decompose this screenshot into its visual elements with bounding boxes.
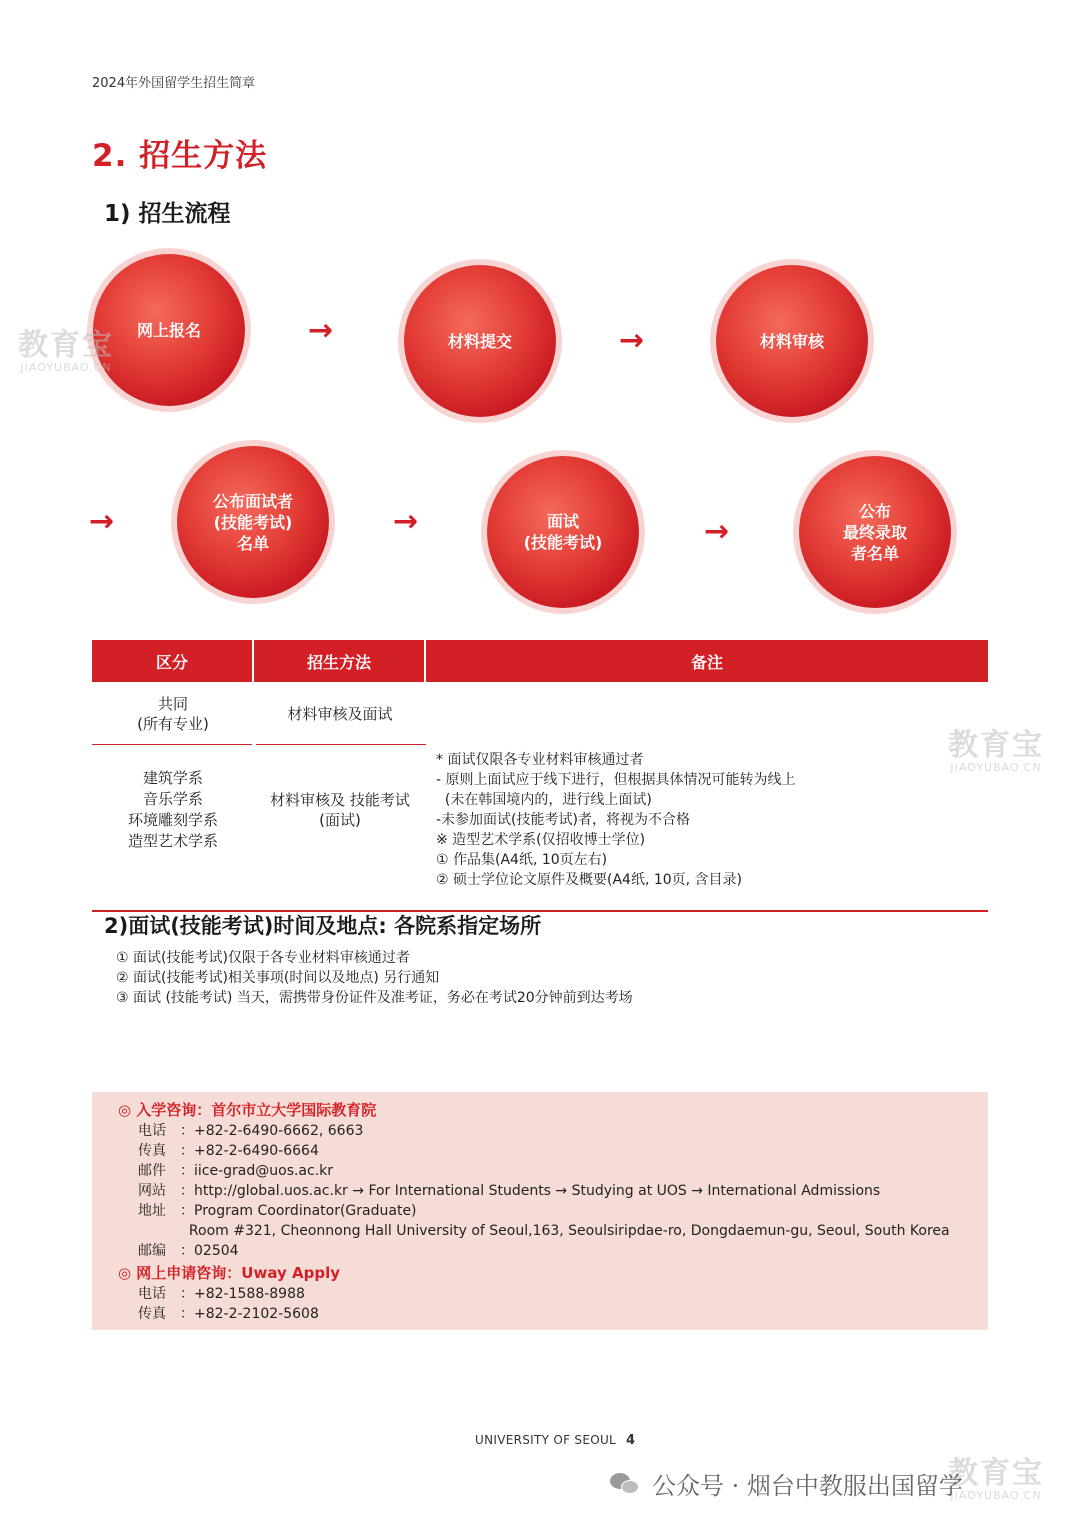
arrow-icon: → [308, 313, 334, 348]
note-line: - 原则上面试应于线下进行，但根据具体情况可能转为线上 [436, 772, 796, 788]
wechat-caption [610, 1466, 963, 1501]
header-category: 区分 [92, 640, 254, 682]
contact-box [92, 1092, 988, 1330]
table-header [92, 640, 988, 682]
row1-category: 共同 (所有专业) [137, 695, 209, 733]
arrow-icon: → [704, 514, 730, 549]
contact-label: 传真 [138, 1306, 166, 1322]
flow-subtitle: 1) 招生流程 [104, 201, 231, 227]
row-divider [256, 744, 426, 745]
contact-label: 地址 [138, 1203, 166, 1219]
note-line: -未参加面试(技能考试)者，将视为不合格 [436, 812, 690, 828]
arrow-icon: → [89, 504, 115, 539]
list-item: ① 面试(技能考试)仅限于各专业材料审核通过者 [116, 950, 410, 966]
flow-step-online-apply: 网上报名 [93, 254, 245, 406]
contact-phone: ：+82-1588-8988 [180, 1286, 305, 1302]
arrow-icon: → [393, 504, 419, 539]
contact-row [118, 1201, 988, 1221]
contact-email: ：iice-grad@uos.ac.kr [180, 1163, 334, 1179]
flow-step-final-list: 公布 最终录取 者名单 [799, 456, 951, 608]
contact-phone: ：+82-2-6490-6662, 6663 [180, 1123, 364, 1139]
contact-heading-admission: ◎ 入学咨询：首尔市立大学国际教育院 [118, 1101, 377, 1119]
note-line: ※ 造型艺术学系(仅招收博士学位) [436, 832, 646, 848]
row2-category: 建筑学系 音乐学系 环境雕刻学系 造型艺术学系 [127, 769, 218, 850]
contact-row [118, 1304, 988, 1324]
contact-label: 网站 [138, 1183, 166, 1199]
contact-row [118, 1284, 988, 1304]
contact-row [118, 1121, 988, 1141]
header-method: 招生方法 [254, 640, 426, 682]
contact-fax: ：+82-2-6490-6664 [180, 1143, 319, 1159]
wechat-text: 公众号 · 烟台中教服出国留学 [652, 1472, 963, 1500]
contact-heading-online: ◎ 网上申请咨询：Uway Apply [118, 1264, 341, 1282]
section-title: 2. 招生方法 [92, 138, 268, 174]
contact-address: ：Program Coordinator(Graduate) [180, 1203, 417, 1219]
note-line: (未在韩国境内的，进行线上面试) [436, 792, 652, 808]
footer-university: UNIVERSITY OF SEOUL [475, 1433, 617, 1447]
note-line: * 面试仅限各专业材料审核通过者 [436, 752, 644, 768]
row1-method: 材料审核及面试 [287, 705, 393, 723]
interview-subtitle: 2)面试(技能考试)时间及地点: 各院系指定场所 [104, 914, 542, 938]
note-line: ① 作品集(A4纸, 10页左右) [436, 852, 608, 868]
page-footer [475, 1433, 635, 1448]
contact-row [118, 1141, 988, 1161]
wechat-icon [610, 1471, 640, 1497]
arrow-icon: → [619, 323, 645, 358]
contact-label: 电话 [138, 1123, 166, 1139]
flow-step-interview: 面试 (技能考试) [487, 456, 639, 608]
row2-method: 材料审核及 技能考试 (面试) [270, 791, 410, 829]
contact-row [118, 1161, 988, 1181]
watermark-url: JIAOYUBAO.CN [950, 1489, 1042, 1502]
flow-step-submit-docs: 材料提交 [404, 265, 556, 417]
page-number: 4 [626, 1433, 636, 1448]
page-header: 2024年外国留学生招生简章 [92, 76, 256, 91]
contact-row [118, 1181, 988, 1201]
note-line: ② 硕士学位论文原件及概要(A4纸, 10页, 含目录) [436, 872, 743, 888]
contact-row [118, 1241, 988, 1261]
contact-label: 邮编 [138, 1243, 166, 1259]
list-item: ③ 面试 (技能考试) 当天，需携带身份证件及准考证，务必在考试20分钟前到达考场 [116, 990, 633, 1006]
watermark-text: 教育宝 [18, 328, 114, 363]
watermark-text: 教育宝 [948, 728, 1044, 763]
contact-postcode: ：02504 [180, 1243, 239, 1259]
contact-label: 传真 [138, 1143, 166, 1159]
contact-fax: ：+82-2-2102-5608 [180, 1306, 319, 1322]
admission-method-table [92, 640, 988, 912]
contact-label: 电话 [138, 1286, 166, 1302]
contact-row [118, 1221, 988, 1241]
table-body [92, 682, 988, 912]
contact-label [138, 1221, 180, 1241]
row-divider [92, 744, 252, 745]
table-notes [436, 750, 796, 890]
watermark-text: 教育宝 [948, 1456, 1044, 1491]
watermark-url: JIAOYUBAO.CN [950, 761, 1042, 774]
interview-list [116, 948, 633, 1008]
watermark [18, 330, 114, 374]
watermark-url: JIAOYUBAO.CN [20, 361, 112, 374]
contact-address-line2: Room #321, Cheonnong Hall University of Seoul,163, Seoulsiripdae-ro, Dongdaemun-gu, Seoul, South Korea [180, 1223, 950, 1239]
flow-step-doc-review: 材料审核 [716, 265, 868, 417]
flow-step-announce-interviewees: 公布面试者 (技能考试) 名单 [177, 446, 329, 598]
list-item: ② 面试(技能考试)相关事项(时间以及地点) 另行通知 [116, 970, 440, 986]
contact-label: 邮件 [138, 1163, 166, 1179]
header-notes: 备注 [690, 652, 723, 672]
contact-website: ：http://global.uos.ac.kr → For International Students → Studying at UOS → International Admissions [180, 1183, 881, 1199]
